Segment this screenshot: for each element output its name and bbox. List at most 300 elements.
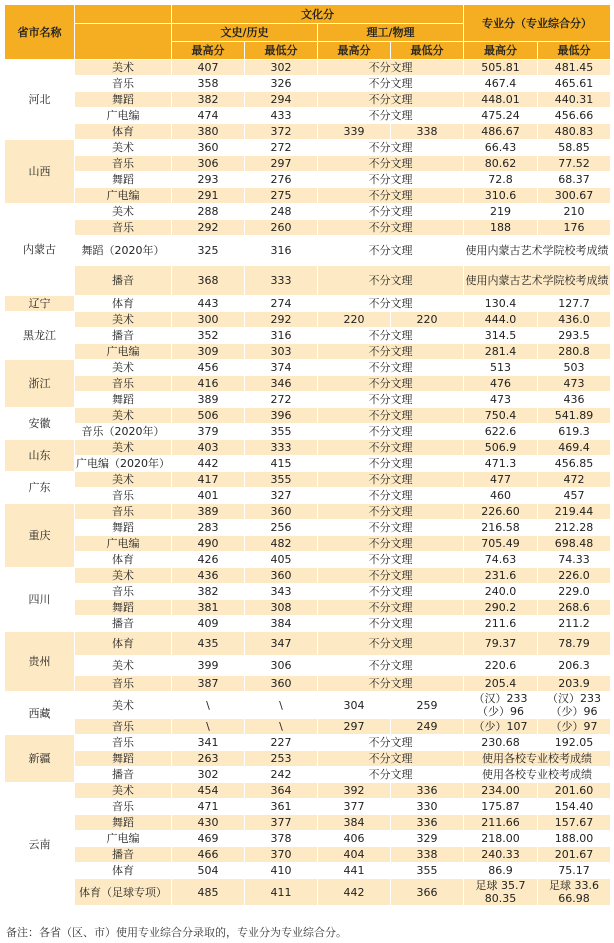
liberal-high-cell: 302	[172, 767, 245, 783]
table-row	[5, 600, 611, 616]
science-low-cell: 259	[391, 692, 464, 719]
table-row	[5, 692, 611, 719]
professional-low-cell: 74.33	[538, 552, 611, 568]
professional-high-cell: 473	[464, 392, 538, 408]
professional-high-cell: 460	[464, 488, 538, 504]
header-blank	[75, 5, 172, 24]
province-cell: 安徽	[5, 408, 75, 440]
province-cell: 云南	[5, 783, 75, 906]
table-row	[5, 220, 611, 236]
professional-high-cell: 444.0	[464, 312, 538, 328]
liberal-high-cell: 389	[172, 504, 245, 520]
professional-high-cell: 79.37	[464, 632, 538, 656]
professional-low-cell: 698.48	[538, 536, 611, 552]
table-row	[5, 456, 611, 472]
liberal-low-cell: 274	[245, 296, 318, 312]
province-cell: 山东	[5, 440, 75, 472]
professional-low-cell: 75.17	[538, 863, 611, 879]
subject-cell: 舞蹈	[75, 751, 172, 767]
professional-low-cell: 457	[538, 488, 611, 504]
science-merged-cell: 不分文理	[318, 584, 464, 600]
subject-cell: 美术	[75, 692, 172, 719]
liberal-high-cell: \	[172, 692, 245, 719]
professional-high-cell: 471.3	[464, 456, 538, 472]
science-merged-cell: 不分文理	[318, 472, 464, 488]
liberal-high-cell: 416	[172, 376, 245, 392]
liberal-low-cell: 396	[245, 408, 318, 424]
header-blank-2	[75, 24, 172, 60]
professional-high-cell: 467.4	[464, 76, 538, 92]
liberal-low-cell: 333	[245, 266, 318, 296]
liberal-low-cell: 306	[245, 656, 318, 676]
professional-high-cell: 218.00	[464, 831, 538, 847]
liberal-high-cell: 382	[172, 584, 245, 600]
science-high-cell: 384	[318, 815, 391, 831]
science-merged-cell: 不分文理	[318, 360, 464, 376]
liberal-low-cell: 347	[245, 632, 318, 656]
subject-cell: 音乐	[75, 719, 172, 735]
province-cell: 广东	[5, 472, 75, 504]
liberal-high-cell: 387	[172, 676, 245, 692]
table-row	[5, 520, 611, 536]
table-row	[5, 124, 611, 140]
liberal-low-cell: 415	[245, 456, 318, 472]
subject-cell: 美术	[75, 472, 172, 488]
professional-low-cell: 78.79	[538, 632, 611, 656]
subject-cell: 播音	[75, 847, 172, 863]
table-row	[5, 831, 611, 847]
subject-cell: 体育	[75, 863, 172, 879]
professional-high-cell: 226.60	[464, 504, 538, 520]
liberal-low-cell: 292	[245, 312, 318, 328]
liberal-low-cell: 260	[245, 220, 318, 236]
liberal-low-cell: 405	[245, 552, 318, 568]
liberal-high-cell: \	[172, 719, 245, 735]
province-cell: 辽宁	[5, 296, 75, 312]
table-row	[5, 328, 611, 344]
science-low-cell: 249	[391, 719, 464, 735]
subject-cell: 舞蹈	[75, 815, 172, 831]
professional-low-cell: 203.9	[538, 676, 611, 692]
liberal-high-cell: 368	[172, 266, 245, 296]
professional-high-cell: 足球 35.7 80.35	[464, 879, 538, 906]
liberal-low-cell: 316	[245, 236, 318, 266]
liberal-low-cell: 364	[245, 783, 318, 799]
professional-high-cell: 513	[464, 360, 538, 376]
professional-low-cell: （汉）233（少）96	[538, 692, 611, 719]
liberal-low-cell: \	[245, 719, 318, 735]
science-low-cell: 355	[391, 863, 464, 879]
liberal-low-cell: 242	[245, 767, 318, 783]
header-low: 最低分	[538, 42, 611, 60]
liberal-low-cell: 316	[245, 328, 318, 344]
table-row	[5, 156, 611, 172]
professional-low-cell: 足球 33.6 66.98	[538, 879, 611, 906]
table-row	[5, 76, 611, 92]
professional-low-cell: 481.45	[538, 60, 611, 76]
professional-low-cell: 192.05	[538, 735, 611, 751]
professional-high-cell: 240.33	[464, 847, 538, 863]
header-professional: 专业分（专业综合分）	[464, 5, 611, 42]
header-high: 最高分	[464, 42, 538, 60]
professional-low-cell: 188.00	[538, 831, 611, 847]
science-low-cell: 338	[391, 847, 464, 863]
professional-high-cell: 220.6	[464, 656, 538, 676]
liberal-high-cell: 443	[172, 296, 245, 312]
header-high: 最高分	[172, 42, 245, 60]
header-high: 最高分	[318, 42, 391, 60]
liberal-high-cell: 474	[172, 108, 245, 124]
professional-low-cell: 469.4	[538, 440, 611, 456]
professional-low-cell: 300.67	[538, 188, 611, 204]
liberal-low-cell: 360	[245, 676, 318, 692]
professional-high-cell: 231.6	[464, 568, 538, 584]
professional-low-cell: 201.60	[538, 783, 611, 799]
professional-low-cell: 219.44	[538, 504, 611, 520]
liberal-low-cell: 355	[245, 424, 318, 440]
liberal-low-cell: 346	[245, 376, 318, 392]
table-row	[5, 266, 611, 296]
table-row	[5, 172, 611, 188]
subject-cell: 体育	[75, 296, 172, 312]
liberal-high-cell: 466	[172, 847, 245, 863]
header-liberal: 文史/历史	[172, 24, 318, 42]
liberal-low-cell: 410	[245, 863, 318, 879]
professional-low-cell: 210	[538, 204, 611, 220]
liberal-low-cell: 360	[245, 504, 318, 520]
professional-low-cell: 436	[538, 392, 611, 408]
table-row	[5, 188, 611, 204]
professional-low-cell: 456.66	[538, 108, 611, 124]
professional-high-cell: 230.68	[464, 735, 538, 751]
science-merged-cell: 不分文理	[318, 520, 464, 536]
professional-high-cell: 448.01	[464, 92, 538, 108]
science-merged-cell: 不分文理	[318, 504, 464, 520]
liberal-low-cell: 333	[245, 440, 318, 456]
liberal-high-cell: 417	[172, 472, 245, 488]
liberal-high-cell: 490	[172, 536, 245, 552]
science-merged-cell: 不分文理	[318, 328, 464, 344]
science-merged-cell: 不分文理	[318, 266, 464, 296]
professional-low-cell: 503	[538, 360, 611, 376]
province-cell: 新疆	[5, 735, 75, 783]
professional-low-cell: 456.85	[538, 456, 611, 472]
science-high-cell: 220	[318, 312, 391, 328]
science-merged-cell: 不分文理	[318, 735, 464, 751]
science-high-cell: 377	[318, 799, 391, 815]
liberal-high-cell: 454	[172, 783, 245, 799]
professional-merged-cell: 使用各校专业校考成绩	[464, 767, 611, 783]
professional-high-cell: 505.81	[464, 60, 538, 76]
professional-merged-cell: 使用各校专业校考成绩	[464, 751, 611, 767]
science-high-cell: 304	[318, 692, 391, 719]
subject-cell: 体育	[75, 552, 172, 568]
science-merged-cell: 不分文理	[318, 767, 464, 783]
professional-low-cell: （少）97	[538, 719, 611, 735]
science-merged-cell: 不分文理	[318, 536, 464, 552]
professional-high-cell: 175.87	[464, 799, 538, 815]
science-high-cell: 392	[318, 783, 391, 799]
table-row	[5, 536, 611, 552]
subject-cell: 美术	[75, 408, 172, 424]
liberal-high-cell: 399	[172, 656, 245, 676]
professional-low-cell: 157.67	[538, 815, 611, 831]
table-row	[5, 719, 611, 735]
table-row	[5, 504, 611, 520]
header-province: 省市名称	[5, 5, 75, 60]
liberal-high-cell: 436	[172, 568, 245, 584]
table-row	[5, 751, 611, 767]
liberal-high-cell: 504	[172, 863, 245, 879]
table-row	[5, 584, 611, 600]
professional-low-cell: 480.83	[538, 124, 611, 140]
professional-high-cell: 475.24	[464, 108, 538, 124]
science-merged-cell: 不分文理	[318, 656, 464, 676]
professional-low-cell: 465.61	[538, 76, 611, 92]
table-row	[5, 783, 611, 799]
science-low-cell: 366	[391, 879, 464, 906]
subject-cell: 音乐	[75, 799, 172, 815]
science-merged-cell: 不分文理	[318, 108, 464, 124]
table-row	[5, 376, 611, 392]
subject-cell: 音乐（2020年）	[75, 424, 172, 440]
science-merged-cell: 不分文理	[318, 204, 464, 220]
science-merged-cell: 不分文理	[318, 616, 464, 632]
science-merged-cell: 不分文理	[318, 60, 464, 76]
professional-low-cell: 68.37	[538, 172, 611, 188]
subject-cell: 体育	[75, 124, 172, 140]
liberal-high-cell: 381	[172, 600, 245, 616]
subject-cell: 播音	[75, 616, 172, 632]
subject-cell: 体育	[75, 632, 172, 656]
professional-high-cell: 219	[464, 204, 538, 220]
liberal-low-cell: 272	[245, 140, 318, 156]
science-merged-cell: 不分文理	[318, 488, 464, 504]
liberal-low-cell: 384	[245, 616, 318, 632]
professional-low-cell: 280.8	[538, 344, 611, 360]
professional-low-cell: 201.67	[538, 847, 611, 863]
professional-merged-cell: 使用内蒙古艺术学院校考成绩	[464, 236, 611, 266]
professional-low-cell: 127.7	[538, 296, 611, 312]
liberal-low-cell: 327	[245, 488, 318, 504]
liberal-low-cell: 294	[245, 92, 318, 108]
subject-cell: 音乐	[75, 76, 172, 92]
liberal-low-cell: 297	[245, 156, 318, 172]
professional-high-cell: 66.43	[464, 140, 538, 156]
science-merged-cell: 不分文理	[318, 600, 464, 616]
professional-high-cell: 216.58	[464, 520, 538, 536]
liberal-low-cell: 275	[245, 188, 318, 204]
header-low: 最低分	[391, 42, 464, 60]
subject-cell: 音乐	[75, 504, 172, 520]
table-row	[5, 863, 611, 879]
professional-low-cell: 229.0	[538, 584, 611, 600]
subject-cell: 美术	[75, 783, 172, 799]
science-high-cell: 442	[318, 879, 391, 906]
professional-low-cell: 436.0	[538, 312, 611, 328]
science-merged-cell: 不分文理	[318, 408, 464, 424]
subject-cell: 播音	[75, 328, 172, 344]
liberal-high-cell: 263	[172, 751, 245, 767]
subject-cell: 音乐	[75, 376, 172, 392]
province-cell: 西藏	[5, 692, 75, 735]
science-high-cell: 339	[318, 124, 391, 140]
table-row	[5, 656, 611, 676]
professional-low-cell: 212.28	[538, 520, 611, 536]
header-culture: 文化分	[172, 5, 464, 24]
liberal-low-cell: 377	[245, 815, 318, 831]
table-row	[5, 424, 611, 440]
subject-cell: 美术	[75, 656, 172, 676]
liberal-high-cell: 403	[172, 440, 245, 456]
liberal-low-cell: 256	[245, 520, 318, 536]
professional-low-cell: 619.3	[538, 424, 611, 440]
subject-cell: 美术	[75, 360, 172, 376]
liberal-high-cell: 379	[172, 424, 245, 440]
liberal-high-cell: 360	[172, 140, 245, 156]
liberal-high-cell: 407	[172, 60, 245, 76]
professional-low-cell: 440.31	[538, 92, 611, 108]
professional-high-cell: 314.5	[464, 328, 538, 344]
liberal-low-cell: 302	[245, 60, 318, 76]
science-merged-cell: 不分文理	[318, 456, 464, 472]
professional-high-cell: 72.8	[464, 172, 538, 188]
table-row	[5, 344, 611, 360]
liberal-high-cell: 469	[172, 831, 245, 847]
professional-high-cell: 205.4	[464, 676, 538, 692]
table-row	[5, 60, 611, 76]
science-merged-cell: 不分文理	[318, 568, 464, 584]
science-low-cell: 336	[391, 783, 464, 799]
subject-cell: 美术	[75, 140, 172, 156]
subject-cell: 音乐	[75, 735, 172, 751]
science-low-cell: 336	[391, 815, 464, 831]
subject-cell: 舞蹈	[75, 392, 172, 408]
table-row	[5, 735, 611, 751]
subject-cell: 广电编	[75, 536, 172, 552]
header-low: 最低分	[245, 42, 318, 60]
liberal-high-cell: 435	[172, 632, 245, 656]
province-cell: 浙江	[5, 360, 75, 408]
subject-cell: 美术	[75, 60, 172, 76]
subject-cell: 广电编	[75, 831, 172, 847]
professional-low-cell: 154.40	[538, 799, 611, 815]
subject-cell: 舞蹈	[75, 92, 172, 108]
liberal-high-cell: 306	[172, 156, 245, 172]
professional-high-cell: （汉）233（少）96	[464, 692, 538, 719]
subject-cell: 音乐	[75, 488, 172, 504]
professional-high-cell: 476	[464, 376, 538, 392]
table-row	[5, 488, 611, 504]
subject-cell: 播音	[75, 767, 172, 783]
liberal-high-cell: 309	[172, 344, 245, 360]
professional-low-cell: 176	[538, 220, 611, 236]
liberal-low-cell: 253	[245, 751, 318, 767]
liberal-high-cell: 426	[172, 552, 245, 568]
science-merged-cell: 不分文理	[318, 188, 464, 204]
science-merged-cell: 不分文理	[318, 76, 464, 92]
table-row	[5, 440, 611, 456]
science-merged-cell: 不分文理	[318, 424, 464, 440]
liberal-low-cell: \	[245, 692, 318, 719]
liberal-low-cell: 272	[245, 392, 318, 408]
professional-low-cell: 226.0	[538, 568, 611, 584]
professional-high-cell: 80.62	[464, 156, 538, 172]
subject-cell: 播音	[75, 266, 172, 296]
table-row	[5, 472, 611, 488]
liberal-low-cell: 355	[245, 472, 318, 488]
subject-cell: 舞蹈	[75, 520, 172, 536]
liberal-high-cell: 283	[172, 520, 245, 536]
liberal-high-cell: 380	[172, 124, 245, 140]
subject-cell: 音乐	[75, 676, 172, 692]
professional-low-cell: 472	[538, 472, 611, 488]
professional-high-cell: 486.67	[464, 124, 538, 140]
table-row	[5, 140, 611, 156]
liberal-low-cell: 248	[245, 204, 318, 220]
liberal-low-cell: 326	[245, 76, 318, 92]
science-merged-cell: 不分文理	[318, 376, 464, 392]
liberal-low-cell: 372	[245, 124, 318, 140]
subject-cell: 音乐	[75, 220, 172, 236]
professional-high-cell: 234.00	[464, 783, 538, 799]
professional-high-cell: （少）107	[464, 719, 538, 735]
science-merged-cell: 不分文理	[318, 156, 464, 172]
science-merged-cell: 不分文理	[318, 140, 464, 156]
subject-cell: 舞蹈	[75, 172, 172, 188]
science-high-cell: 441	[318, 863, 391, 879]
professional-merged-cell: 使用内蒙古艺术学院校考成绩	[464, 266, 611, 296]
liberal-low-cell: 374	[245, 360, 318, 376]
subject-cell: 音乐	[75, 156, 172, 172]
professional-low-cell: 541.89	[538, 408, 611, 424]
professional-low-cell: 206.3	[538, 656, 611, 676]
science-low-cell: 330	[391, 799, 464, 815]
table-row	[5, 676, 611, 692]
province-cell: 重庆	[5, 504, 75, 568]
professional-high-cell: 506.9	[464, 440, 538, 456]
subject-cell: 美术	[75, 312, 172, 328]
table-row	[5, 312, 611, 328]
science-merged-cell: 不分文理	[318, 751, 464, 767]
liberal-high-cell: 401	[172, 488, 245, 504]
table-body	[5, 60, 611, 906]
subject-cell: 广电编	[75, 188, 172, 204]
subject-cell: 美术	[75, 568, 172, 584]
science-merged-cell: 不分文理	[318, 172, 464, 188]
liberal-low-cell: 482	[245, 536, 318, 552]
professional-high-cell: 281.4	[464, 344, 538, 360]
header-science: 理工/物理	[318, 24, 464, 42]
liberal-low-cell: 343	[245, 584, 318, 600]
liberal-high-cell: 442	[172, 456, 245, 472]
province-cell: 四川	[5, 568, 75, 632]
liberal-high-cell: 325	[172, 236, 245, 266]
liberal-low-cell: 378	[245, 831, 318, 847]
professional-low-cell: 473	[538, 376, 611, 392]
table-row	[5, 92, 611, 108]
table-row	[5, 408, 611, 424]
professional-high-cell: 750.4	[464, 408, 538, 424]
table-row	[5, 616, 611, 632]
liberal-low-cell: 360	[245, 568, 318, 584]
science-merged-cell: 不分文理	[318, 632, 464, 656]
table-row	[5, 568, 611, 584]
science-low-cell: 329	[391, 831, 464, 847]
province-cell: 黑龙江	[5, 312, 75, 360]
table-row	[5, 204, 611, 220]
liberal-high-cell: 291	[172, 188, 245, 204]
